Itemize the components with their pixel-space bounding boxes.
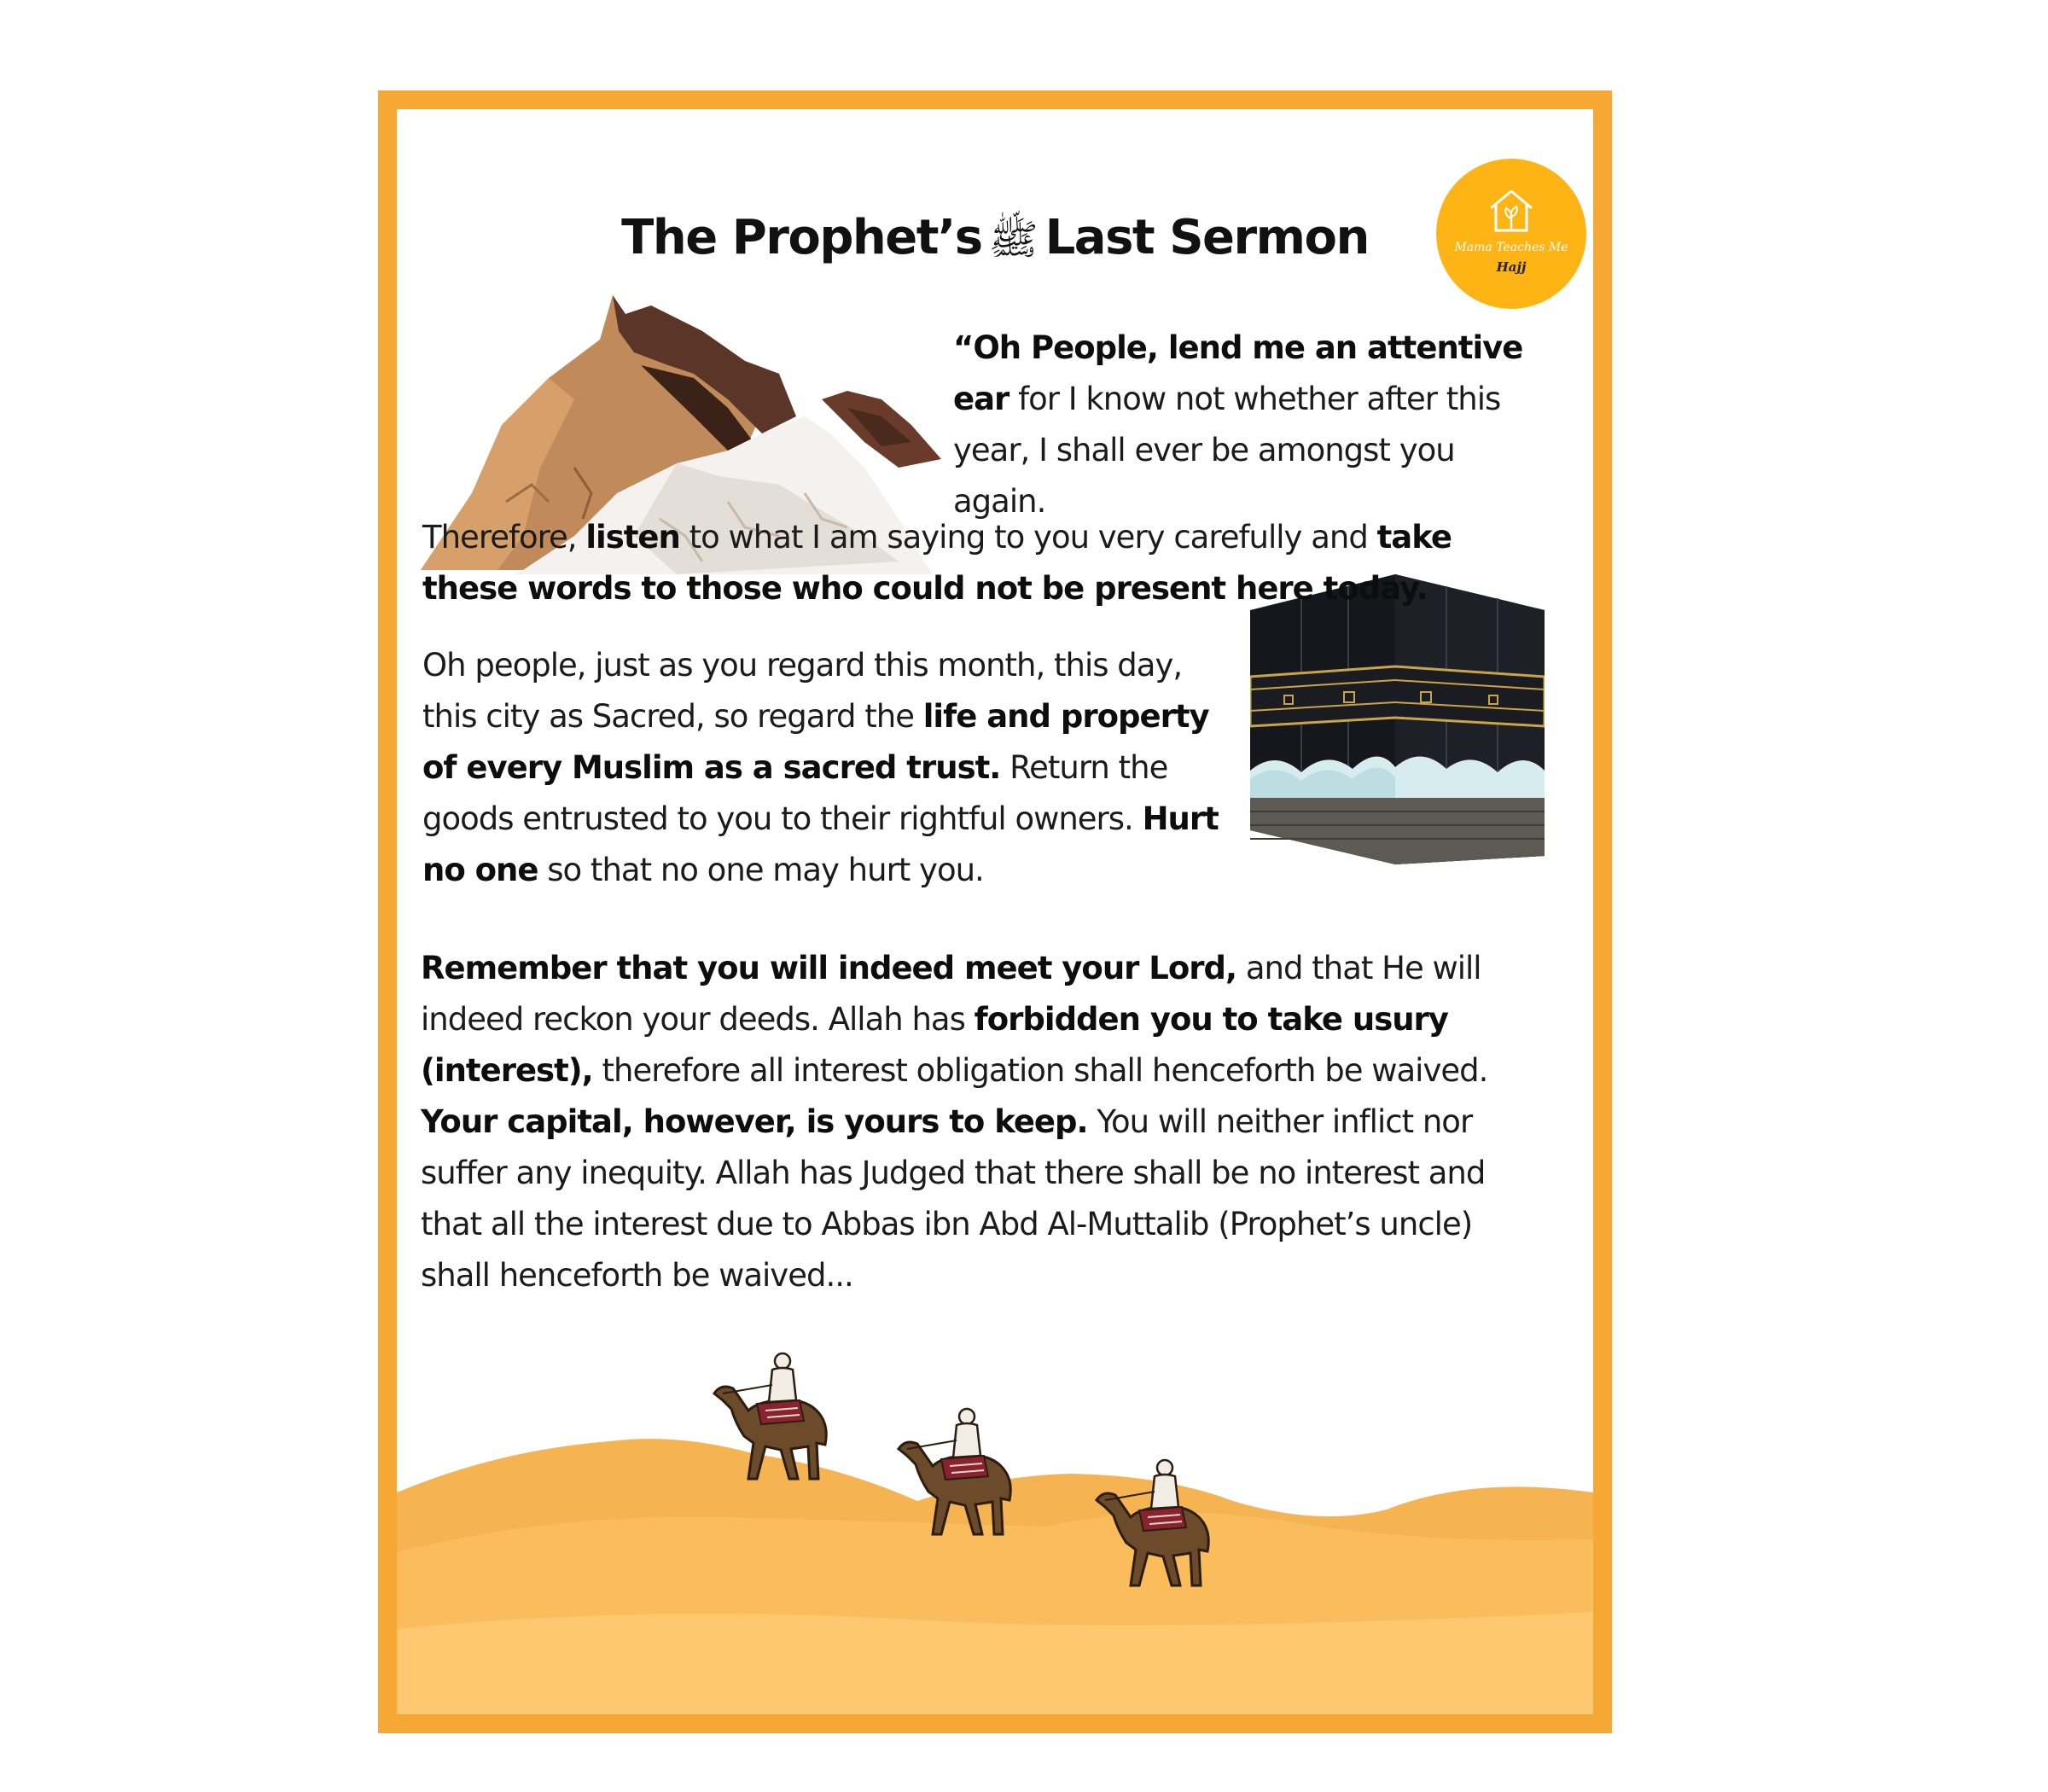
paragraph-usury: [421, 943, 1530, 1301]
paragraph-listen: [422, 512, 1549, 614]
sacred-emphasis-2: Hurt no one: [422, 800, 1219, 888]
title-after: Last Sermon: [1044, 210, 1369, 265]
listen-text-2: to what I am saying to you very carefully and: [679, 519, 1377, 556]
kaaba-illustration: [1250, 574, 1545, 864]
usury-emphasis-1: Remember that you will indeed meet your Lord,: [421, 950, 1237, 986]
sacred-text-1: Oh people, just as you regard this month, this day, this city as Sacred, so regard the: [422, 647, 1183, 735]
sacred-emphasis-1: life and property of every Muslim as a sacred trust.: [422, 698, 1209, 786]
listen-text-1: Therefore,: [422, 519, 586, 556]
camel-rider-illustration: [697, 1351, 851, 1487]
title-before: The Prophet’s: [621, 210, 982, 265]
intro-emphasis: “Oh People, lend me an attentive ear: [953, 329, 1523, 417]
usury-text-2: therefore all interest obligation shall henceforth be waived.: [592, 1052, 1488, 1089]
sacred-text-2: Return the goods entrusted to you to their rightful owners.: [422, 749, 1168, 837]
camel-rider-illustration: [881, 1406, 1035, 1543]
usury-emphasis-3: Your capital, however, is yours to keep.: [421, 1103, 1088, 1140]
logo-brand-name: Mama Teaches Me: [1454, 241, 1568, 254]
paragraph-sacred: [422, 640, 1237, 896]
listen-emphasis-2: take these words to those who could not be present here today.: [422, 519, 1452, 607]
house-sprout-icon: [1486, 184, 1537, 236]
brand-logo: [1436, 159, 1586, 309]
worksheet-frame: [378, 90, 1612, 1733]
honorific-glyph: ﷺ: [988, 216, 1039, 264]
logo-subtitle: Hajj: [1496, 259, 1527, 275]
paragraph-intro: [953, 323, 1551, 527]
page-title: [397, 210, 1593, 274]
usury-text-3: You will neither inflict nor suffer any inequity. Allah has Judged that there shall be no interest and that all the interest due to Abbas ibn Abd Al-Muttalib (Prophet’s uncle) shall henceforth be waived...: [421, 1103, 1486, 1294]
usury-emphasis-2: forbidden you to take usury (interest),: [421, 1001, 1448, 1089]
camel-rider-illustration: [1079, 1457, 1233, 1594]
listen-emphasis-1: listen: [585, 519, 680, 556]
sacred-text-3: so that no one may hurt you.: [538, 852, 984, 888]
usury-text-1: and that He will indeed reckon your deeds. Allah has: [421, 950, 1481, 1038]
intro-text: for I know not whether after this year, I shall ever be amongst you again.: [953, 381, 1501, 520]
